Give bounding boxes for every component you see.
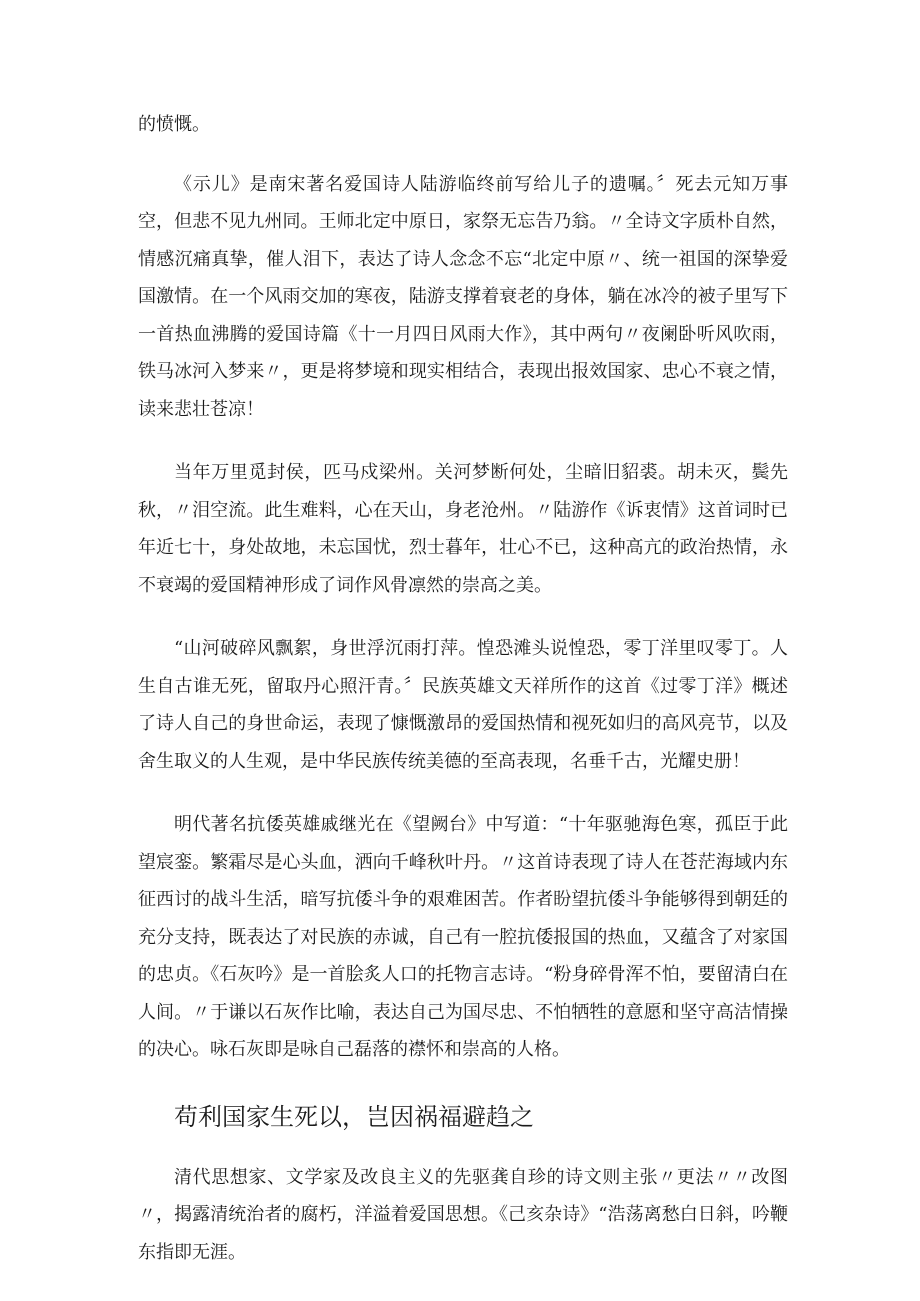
paragraph-guo-ling-ding-yang: “山河破碎风飘絮，身世浮沉雨打萍。惶恐滩头说惶恐，零丁洋里叹零丁。人生自古谁无死，留取丹心照汗青。〞民族英雄文天祥所作的这首《过零丁洋》概述了诗人自己的身世命运，表现了慷慨激昂的爱国热情和视死如归的高风亮节，以及舍生取义的人生观，是中华民族传统美德的至高表现，名垂千古，光耀史册！: [138, 638, 788, 772]
section-heading: 苟利国家生死以，岂因祸福避趋之: [174, 1102, 534, 1131]
paragraph-su-zhong-qing: 当年万里觅封侯，匹马戍梁州。关河梦断何处，尘暗旧貂裘。胡未灭，鬓先秋，〃泪空流。此生难料，心在天山，身老沧州。〃陆游作《诉衷情》这首词时已年近七十，身处故地，未忘国忧，烈士暮年，壮心不已，这种高亢的政治热情，永不衰竭的爱国精神形成了词作风骨凛然的崇高之美。: [138, 462, 788, 596]
paragraph-gong-zizhen: 清代思想家、文学家及改良主义的先驱龚自珍的诗文则主张〃更法〃〃改图〃，揭露清统治者的腐朽，洋溢着爱国思想。《己亥杂诗》“浩荡离愁白日斜，吟鞭东指即无涯。: [138, 1166, 788, 1263]
paragraph-continuation: 的愤慨。: [138, 114, 210, 135]
paragraph-shi-er: 《示儿》是南宋著名爱国诗人陆游临终前写给儿子的遗嘱。〞死去元知万事空，但悲不见九州同。王师北定中原日，家祭无忘告乃翁。〃全诗文字质朴自然，情感沉痛真挚，催人泪下，表达了诗人念念不忘“北定中原〃、统一祖国的深挚爱国激情。在一个风雨交加的寒夜，陆游支撑着衰老的身体，躺在冰冷的被子里写下一首热血沸腾的爱国诗篇《十一月四日风雨大作》，其中两句〃夜阑卧听风吹雨，铁马冰河入梦来〃，更是将梦境和现实相结合，表现出报效国家、忠心不衰之情，读来悲壮苍凉！: [138, 173, 788, 420]
paragraph-wang-que-tai: 明代著名抗倭英雄戚继光在《望阙台》中写道：“十年驱驰海色寒，孤臣于此望宸銮。繁霜尽是心头血，洒向千峰秋叶丹。〃这首诗表现了诗人在苍茫海域内东征西讨的战斗生活，暗写抗倭斗争的艰难困苦。作者盼望抗倭斗争能够得到朝廷的充分支持，既表达了对民族的赤诚，自己有一腔抗倭报国的热血，又蕴含了对家国的忠贞。《石灰吟》是一首脍炙人口的托物言志诗。“粉身碎骨浑不怕，要留清白在人间。〃于谦以石灰作比喻，表达自己为国尽忠、不怕牺牲的意愿和坚守高洁情操的决心。咏石灰即是咏自己磊落的襟怀和崇高的人格。: [138, 814, 788, 1060]
